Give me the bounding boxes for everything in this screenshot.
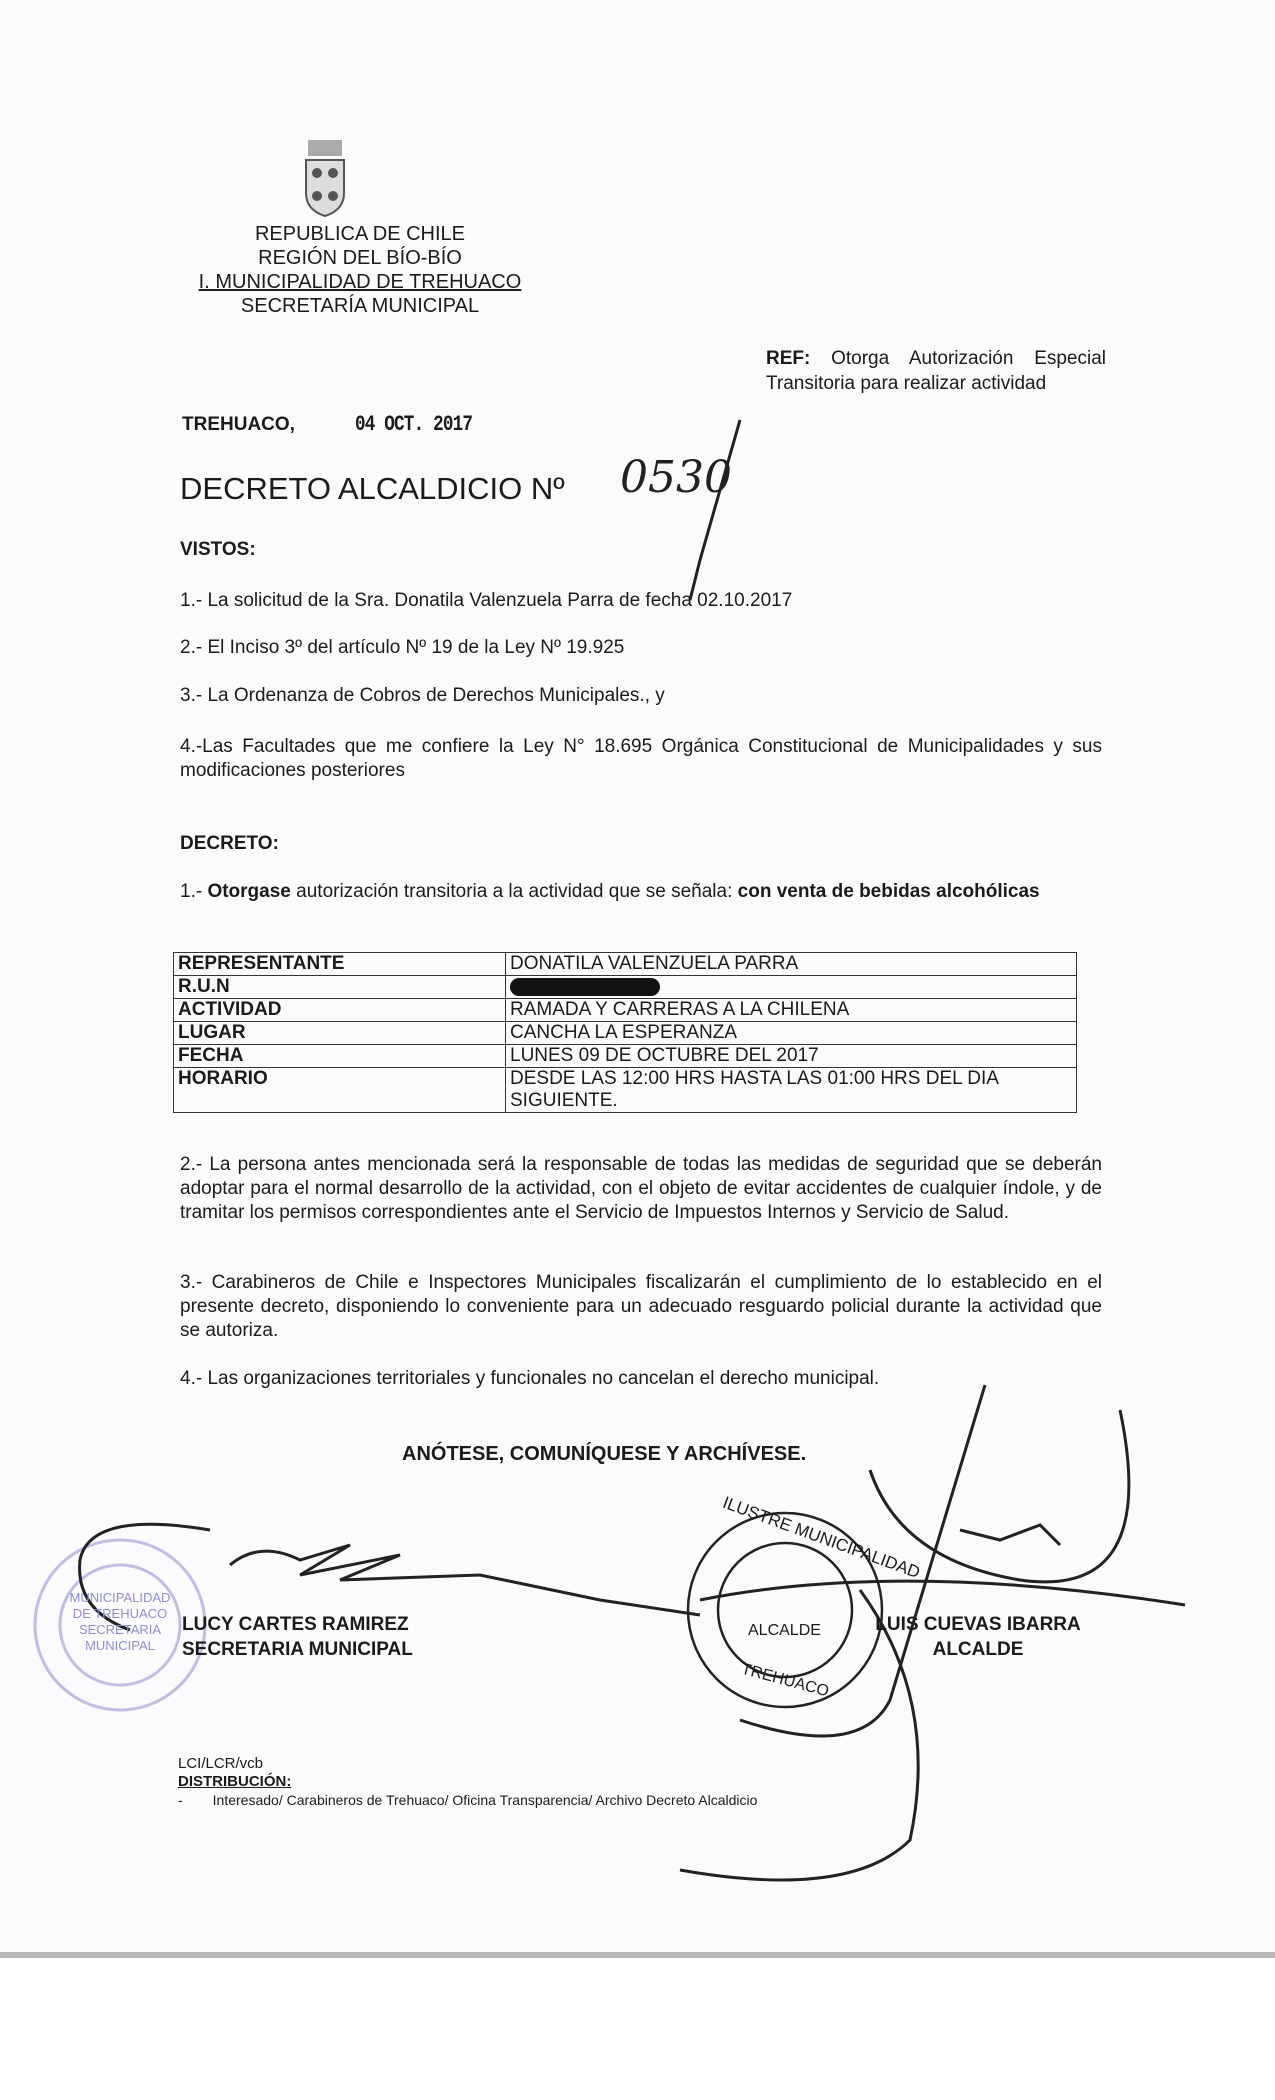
ref-text: Otorga Autorización Especial Transitoria para realizar actividad bbox=[766, 348, 1107, 394]
place: TREHUACO, bbox=[182, 414, 295, 435]
table-key: HORARIO bbox=[174, 1068, 506, 1113]
mayor-stamp-mid: ALCALDE bbox=[748, 1622, 821, 1639]
item-text: autorización transitoria a la actividad que se señala: bbox=[290, 881, 738, 902]
letterhead-line: I. MUNICIPALIDAD DE TREHUACO bbox=[198, 271, 522, 293]
table-key: ACTIVIDAD bbox=[174, 999, 506, 1022]
letterhead-line: SECRETARÍA MUNICIPAL bbox=[240, 295, 480, 317]
vistos-item: 1.- La solicitud de la Sra. Donatila Valenzuela Parra de fecha 02.10.2017 bbox=[180, 590, 793, 611]
signer-title: ALCALDE bbox=[932, 1639, 1024, 1660]
letterhead-line: REPUBLICA DE CHILE bbox=[254, 223, 466, 245]
decree-number: 0530 bbox=[620, 452, 732, 503]
decreto-item-4: 4.- Las organizaciones territoriales y funcionales no cancelan el derecho municipal. bbox=[180, 1368, 880, 1389]
signer-title: SECRETARIA MUNICIPAL bbox=[182, 1639, 413, 1660]
bullet: - bbox=[178, 1792, 183, 1808]
signer-name: LUIS CUEVAS IBARRA bbox=[875, 1614, 1081, 1635]
distribution-heading: DISTRIBUCIÓN: bbox=[178, 1773, 292, 1790]
signer-name: LUCY CARTES RAMIREZ bbox=[182, 1614, 409, 1635]
initials: LCI/LCR/vcb bbox=[178, 1755, 264, 1772]
closing-formula: ANÓTESE, COMUNÍQUESE Y ARCHÍVESE. bbox=[402, 1443, 807, 1465]
vistos-item: 4.-Las Facultades que me confiere la Ley N° 18.695 Orgánica Constitucional de Municipalidades y sus modificaciones posteriores bbox=[180, 736, 1102, 781]
mayor-stamp-bottom: TREHUACO bbox=[739, 1660, 831, 1701]
secretary-stamp-text: MUNICIPALIDAD DE TREHUACO SECRETARIA MUNICIPAL bbox=[69, 1590, 171, 1653]
table-value: DONATILA VALENZUELA PARRA bbox=[506, 953, 1077, 976]
date-stamp: 04 OCT. 2017 bbox=[355, 412, 473, 437]
decreto-heading: DECRETO: bbox=[180, 833, 279, 854]
mayor-stamp-top: ILUSTRE MUNICIPALIDAD bbox=[720, 1492, 923, 1583]
decreto-item-2: 2.- La persona antes mencionada será la responsable de todas las medidas de seguridad que se deberán adoptar para el normal desarrollo de la actividad, con el objeto de evitar accidentes de cualquier índole, y de tramitar los permisos correspondientes ante el Servicio de Impuestos Internos y Servicio de Salud. bbox=[180, 1154, 1102, 1223]
letterhead-line: REGIÓN DEL BÍO-BÍO bbox=[258, 247, 462, 269]
item-bold: con venta de bebidas alcohólicas bbox=[737, 881, 1040, 902]
table-key: FECHA bbox=[174, 1045, 506, 1068]
vistos-heading: VISTOS: bbox=[180, 539, 256, 560]
vistos-item: 2.- El Inciso 3º del artículo Nº 19 de la Ley Nº 19.925 bbox=[180, 637, 625, 658]
decree-title: DECRETO ALCALDICIO Nº bbox=[180, 471, 565, 506]
item-number: 1.- bbox=[180, 881, 208, 902]
footer bbox=[178, 1755, 757, 1809]
table-value: DESDE LAS 12:00 HRS HASTA LAS 01:00 HRS DEL DIA SIGUIENTE. bbox=[506, 1068, 1077, 1113]
table-key: REPRESENTANTE bbox=[174, 953, 506, 976]
item-bold: Otorgase bbox=[207, 881, 291, 902]
table-key: R.U.N bbox=[174, 976, 506, 999]
vistos-item: 3.- La Ordenanza de Cobros de Derechos Municipales., y bbox=[180, 685, 665, 706]
mayor-signature-block bbox=[858, 1612, 1098, 1662]
table-value: LUNES 09 DE OCTUBRE DEL 2017 bbox=[506, 1045, 1077, 1068]
decreto-item-3: 3.- Carabineros de Chile e Inspectores Municipales fiscalizarán el cumplimiento de lo establecido en el presente decreto, disponiendo lo conveniente para un adecuado resguardo policial durante la actividad que se autoriza. bbox=[180, 1272, 1102, 1341]
table-value: CANCHA LA ESPERANZA bbox=[506, 1022, 1077, 1045]
secretary-signature-block bbox=[182, 1612, 413, 1662]
table-value: RAMADA Y CARRERAS A LA CHILENA bbox=[506, 999, 1077, 1022]
table-key: LUGAR bbox=[174, 1022, 506, 1045]
distribution-list: Interesado/ Carabineros de Trehuaco/ Oficina Transparencia/ Archivo Decreto Alcaldicio bbox=[212, 1792, 758, 1808]
ref-label: REF: bbox=[766, 348, 811, 369]
